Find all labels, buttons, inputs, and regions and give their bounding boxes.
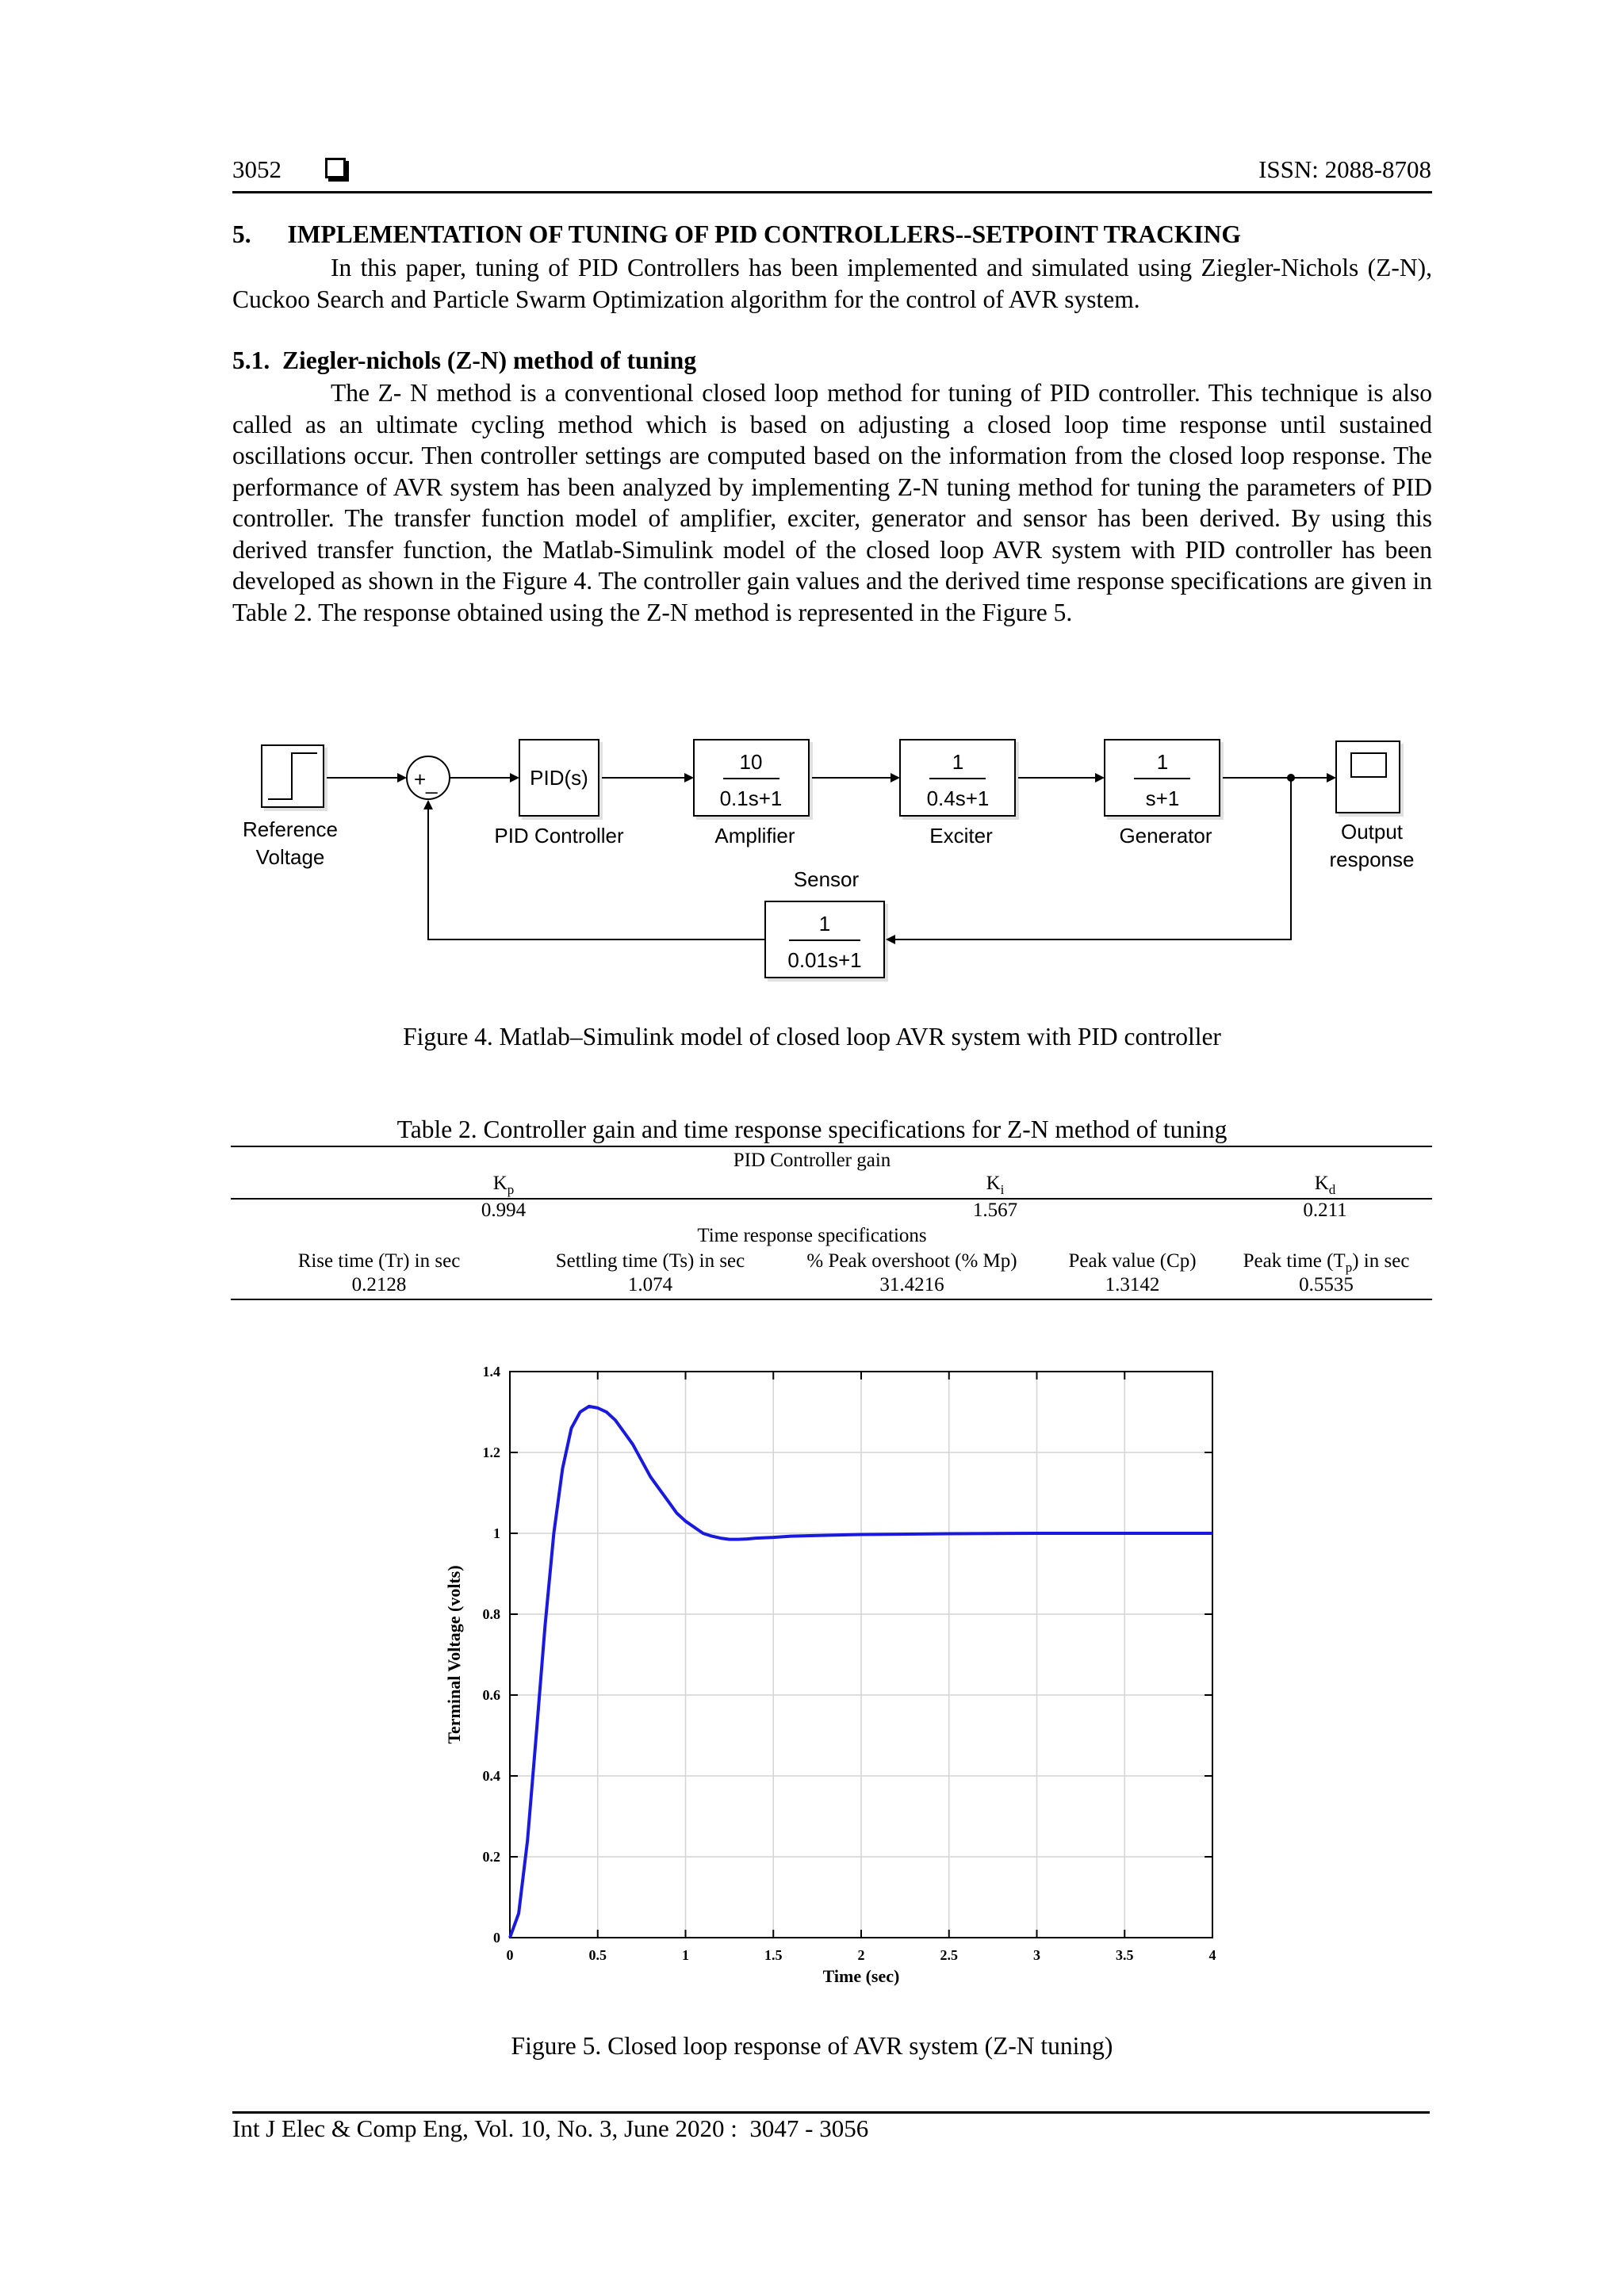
x-tick-label: 2 [857, 1947, 865, 1963]
ki-value: 1.567 [972, 1200, 1018, 1221]
output-label-2: response [1329, 848, 1415, 871]
generator-numerator: 1 [1156, 750, 1169, 774]
spec-value-peak-value: 1.3142 [1105, 1274, 1160, 1295]
spec-value-overshoot: 31.4216 [879, 1274, 944, 1295]
spec-value-settling: 1.074 [627, 1274, 673, 1295]
section-5-title: IMPLEMENTATION OF TUNING OF PID CONTROLLERS--SETPOINT TRACKING [287, 220, 1241, 248]
footer-citation: Int J Elec & Comp Eng, Vol. 10, No. 3, June 2020 : 3047 - 3056 [232, 2114, 869, 2142]
sensor-label: Sensor [793, 867, 860, 891]
kp-header: $K_p$ [492, 1173, 515, 1197]
x-tick-label: 4 [1208, 1947, 1216, 1963]
sum-minus: _ [426, 771, 438, 794]
x-tick-label: 0.5 [588, 1947, 607, 1963]
branch-point [1287, 774, 1295, 782]
table-bottom-rule [231, 1299, 1432, 1300]
response-chart [428, 1348, 1237, 2006]
footer-rule [232, 2111, 1430, 2114]
x-tick-label: 3.5 [1116, 1947, 1134, 1963]
spec-header-settling: Settling time (Ts) in sec [555, 1250, 745, 1272]
spec-header-rise: Rise time (Tr) in sec [297, 1250, 461, 1272]
amplifier-numerator: 10 [739, 750, 763, 774]
output-label-1: Output [1340, 820, 1404, 844]
exciter-numerator: 1 [952, 750, 964, 774]
section-5-paragraph: In this paper, tuning of PID Controllers has been implemented and simulated using Ziegler-Nichols (Z-N), Cuckoo Search and Particle Swarm Optimization algorithm for the control of AVR system. [232, 254, 1432, 313]
section-51-paragraph: The Z- N method is a conventional closed loop method for tuning of PID controller. This technique is also called as an ultimate cycling method which is based on adjusting a closed loop time response until sustained oscillations occur. Then controller settings are computed based on the information from the closed loop response. The performance of AVR system has been analyzed by implementing Z-N tuning method for tuning the parameters of PID controller. The transfer function model of amplifier, exciter, generator and sensor has been derived. By using this derived transfer function, the Matlab-Simulink model of the closed loop AVR system with PID controller has been developed as shown in the Figure 4. The controller gain values and the derived time response specifications are given in Table 2. The response obtained using the Z-N method is represented in the Figure 5. [232, 379, 1432, 626]
section-5-heading [232, 220, 1241, 249]
spec-header-overshoot: % Peak overshoot (% Mp) [806, 1250, 1017, 1272]
generator-denominator: s+1 [1145, 786, 1180, 810]
spec-header-peak-time: Peak time $(T_p)$ in sec [1243, 1250, 1410, 1275]
spec-value-rise: 0.2128 [351, 1274, 407, 1295]
x-axis-label: Time (sec) [822, 1966, 900, 1986]
generator-label: Generator [1119, 824, 1212, 848]
pid-block-text: PID(s) [530, 766, 588, 790]
table-top-rule [231, 1146, 1432, 1147]
reference-label-2: Voltage [255, 845, 325, 869]
x-tick-label: 3 [1033, 1947, 1040, 1963]
scope-icon [1336, 741, 1400, 813]
figure-4-caption: Figure 4. Matlab–Simulink model of closed loop AVR system with PID controller [403, 1023, 1221, 1050]
sensor-denominator: 0.01s+1 [787, 948, 862, 972]
spec-title: Time response specifications [697, 1225, 927, 1246]
section-51-heading: 5.1. Ziegler-nichols (Z-N) method of tuning [232, 346, 697, 374]
y-axis-label: Terminal Voltage (volts) [444, 1565, 464, 1744]
amplifier-label: Amplifier [714, 824, 795, 848]
kd-value: 0.211 [1303, 1200, 1347, 1221]
issn: ISSN: 2088-8708 [1258, 155, 1431, 183]
simulink-diagram [230, 714, 1435, 999]
checkbox-icon [325, 158, 346, 178]
sensor-numerator: 1 [818, 912, 831, 936]
y-tick-label: 1.4 [482, 1364, 500, 1380]
spec-header-peak-value: Peak value (Cp) [1068, 1250, 1197, 1272]
sum-plus: + [414, 767, 427, 791]
step-source-block [262, 745, 324, 807]
amplifier-denominator: 0.1s+1 [719, 786, 783, 810]
x-tick-label: 0 [506, 1947, 514, 1963]
exciter-label: Exciter [929, 824, 993, 848]
y-tick-label: 0.2 [482, 1849, 500, 1865]
gain-title: PID Controller gain [733, 1150, 891, 1171]
reference-label-1: Reference [243, 817, 338, 841]
y-tick-label: 0.4 [482, 1768, 500, 1784]
y-tick-label: 0 [493, 1930, 500, 1946]
spec-value-peak-time: 0.5535 [1299, 1274, 1354, 1295]
y-tick-label: 1 [493, 1525, 500, 1541]
table-2-caption: Table 2. Controller gain and time response specifications for Z-N method of tuning [396, 1115, 1228, 1143]
x-tick-label: 2.5 [940, 1947, 958, 1963]
x-tick-label: 1.5 [764, 1947, 783, 1963]
pid-label: PID Controller [494, 824, 624, 848]
kp-value: 0.994 [481, 1200, 527, 1221]
y-tick-label: 1.2 [482, 1445, 500, 1460]
y-tick-label: 0.6 [482, 1687, 500, 1703]
header-rule [232, 191, 1432, 193]
y-tick-label: 0.8 [482, 1606, 500, 1622]
exciter-denominator: 0.4s+1 [926, 786, 990, 810]
kd-header: $K_d$ [1314, 1173, 1336, 1197]
figure-5-caption: Figure 5. Closed loop response of AVR system (Z-N tuning) [511, 2032, 1113, 2060]
section-5-number: 5. [232, 220, 251, 248]
x-tick-label: 1 [682, 1947, 689, 1963]
ki-header: $K_i$ [986, 1173, 1005, 1197]
page-number: 3052 [232, 155, 282, 183]
